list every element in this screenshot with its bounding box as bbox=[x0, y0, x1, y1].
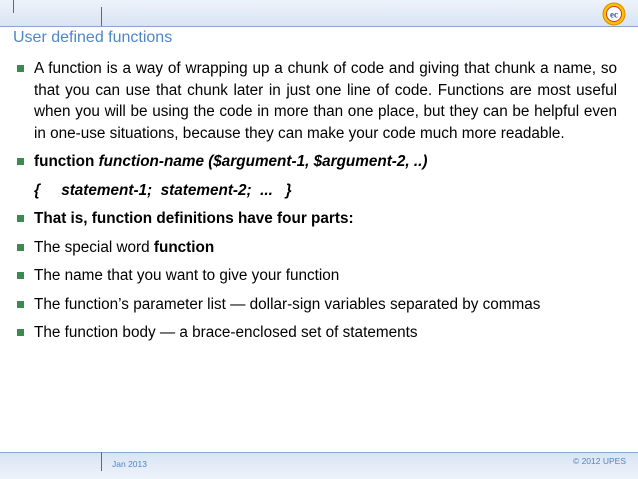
list-item bbox=[17, 58, 617, 144]
code-line: { statement-1; statement-2; ... } bbox=[34, 181, 292, 199]
footer-date: Jan 2013 bbox=[112, 459, 147, 469]
footer-tick bbox=[101, 452, 102, 471]
keyword-function: function bbox=[34, 153, 99, 170]
header-divider bbox=[0, 26, 638, 27]
bullet-marker bbox=[17, 301, 24, 308]
svg-text:ec: ec bbox=[610, 9, 618, 20]
list-item bbox=[17, 322, 617, 344]
slide-body bbox=[17, 58, 617, 351]
bullet-text: The special word bbox=[34, 238, 154, 256]
bullet-marker bbox=[17, 215, 24, 222]
list-item bbox=[17, 294, 617, 316]
bullet-bold-text: function bbox=[153, 238, 215, 256]
bullet-text: The name that you want to give your function bbox=[34, 267, 340, 284]
list-item bbox=[17, 208, 617, 230]
list-item bbox=[17, 237, 617, 259]
function-signature: function-name ($argument-1, $argument-2, ..) bbox=[98, 153, 428, 170]
page-title: User defined functions bbox=[13, 29, 173, 46]
bullet-marker bbox=[17, 244, 24, 251]
bullet-marker bbox=[17, 272, 24, 279]
header-tick-right bbox=[101, 7, 102, 26]
bullet-marker bbox=[17, 65, 24, 72]
header-tick-left bbox=[13, 0, 14, 13]
bullet-text: The function’s parameter list — dollar-sign variables separated by commas bbox=[34, 295, 541, 313]
footer-copyright: © 2012 UPES bbox=[572, 456, 626, 466]
ec-logo-icon bbox=[599, 1, 629, 27]
bullet-text: The function body — a brace-enclosed set of statements bbox=[34, 324, 418, 341]
list-item bbox=[17, 265, 617, 287]
bullet-marker bbox=[17, 158, 24, 165]
bullet-text: A function is a way of wrapping up a chunk of code and giving that chunk a name, so that you can use that chunk later in just one line of code. Functions are most useful when you will be using the code in more than one place, but they can be helpful even in one-use situations, because they can make your code much more readable. bbox=[34, 60, 617, 142]
list-item bbox=[17, 151, 617, 173]
header-band bbox=[0, 0, 638, 26]
bullet-text: That is, function definitions have four parts: bbox=[34, 210, 354, 227]
bullet-marker bbox=[17, 329, 24, 336]
footer-band bbox=[0, 453, 638, 479]
